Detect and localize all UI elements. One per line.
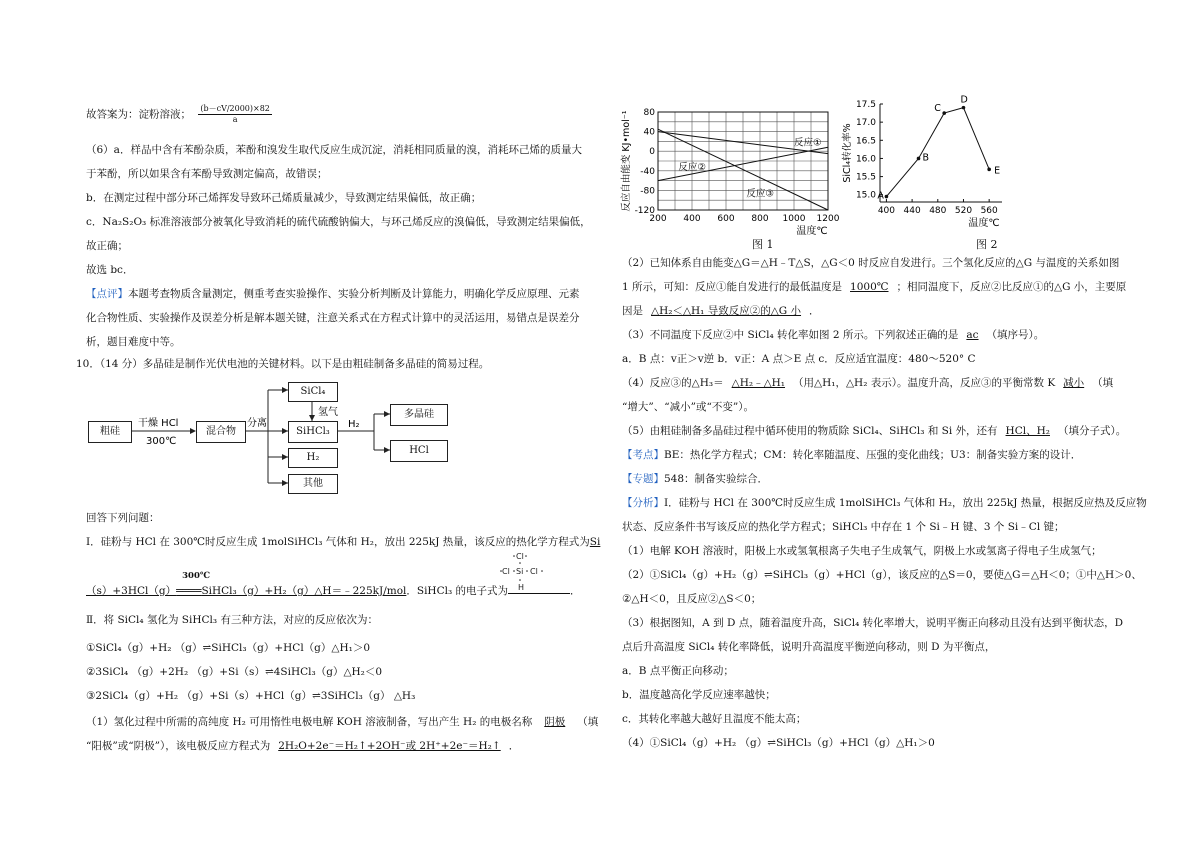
equation-line: （s）+3HCl（g） 300℃ ════SiHCl₃（g）+H₂（g）△H＝﹣225kJ/mol．SiHCl₃ 的电子式为 ． [86,571,581,597]
equation-rhs: SiHCl₃（g）+H₂（g）△H＝﹣225kJ/mol [201,585,407,597]
svg-text:Si: Si [516,567,524,576]
equation-lhs: （s）+3HCl（g） [86,585,177,597]
y-tick-label: -120 [634,206,655,216]
y-tick-label: -80 [640,186,655,197]
fraction-denominator: a [232,115,238,124]
comment-tag: 【点评】 [86,288,128,300]
flow-sep-label: 分离 [247,418,267,429]
y-tick-label: 0 [649,147,655,158]
q4-answer-2: 减小 [1063,377,1085,389]
kaodian-tag: 【考点】 [622,449,664,461]
y-tick-label: 40 [643,127,655,138]
svg-text:H: H [518,583,525,592]
series-label: 反应① [794,137,822,149]
reaction-1: ①SiCl₄（g）+H₂ （g）⇌SiHCl₃（g）+HCl（g）△H₁＞0 [86,642,371,654]
x-tick-label: 520 [954,206,973,216]
y-tick-label: 15.5 [855,172,876,183]
conversion-chart [840,92,1010,242]
point-label: E [994,165,1001,177]
flow-polysilicon: 多晶硅 [390,404,448,426]
fenxi-text: Ⅰ．硅粉与 HCl 在 300℃时反应生成 1molSiHCl₃ 气体和 H₂，放出 225kJ 热量，根据反应热及反应物 [664,497,1147,509]
q1-answer-2: 2H₂O+2e⁻＝H₂↑+2OH⁻或 2H⁺+2e⁻＝H₂↑ [278,740,501,752]
text-line: （2）已知体系自由能变△G＝△H﹣T△S，△G＜0 时反应自发进行。三个氢化反应的△G 与温度的关系如图 [622,257,1120,269]
flow-hcl: HCl [390,440,448,462]
text-line: b．在测定过程中部分环己烯挥发导致环己烯质量减少，导致测定结果偏低，故正确； [86,192,482,204]
reaction-condition: 300℃ [182,571,211,581]
fraction-numerator: (b－cV/2000)×82 [200,104,270,113]
q3-text: （3）不同温度下反应②中 SiCl₄ 转化率如图 2 所示。下列叙述正确的是 [622,329,959,341]
part1-line [86,534,600,549]
text-line: 故正确； [86,240,128,252]
point-label: C [934,103,941,115]
question-title: 10．（14 分）多晶硅是制作光伏电池的关键材料。以下是由粗硅制备多晶硅的简易过程。 [76,358,490,370]
q2-line [622,279,1126,294]
y-axis-label: SiCl₄转化率% [842,123,853,183]
y-tick-label: 16.0 [855,154,876,165]
q3-options: a．B 点：v正＞v逆 b．v正：A 点＞E 点 c．反应适宜温度：480～520° C [622,353,976,365]
fenxi-line [622,495,1147,510]
x-tick-label: 1200 [816,214,840,224]
q5-line [622,423,1126,438]
free-energy-chart [618,100,848,250]
svg-text:Cl: Cl [530,567,538,576]
text-line: （3）根据图知，A 到 D 点，随着温度升高，SiCl₄ 转化率增大，说明平衡正向移动且没有达到平衡状态，D [622,617,1124,629]
x-tick-label: 560 [980,206,998,216]
q2-text: 1 所示，可知：反应①能自发进行的最低温度是 [622,281,843,293]
series-line [886,108,989,197]
q5-answer: HCl、H₂ [1005,425,1050,437]
text-line: （4）①SiCl₄（g）+H₂ （g）⇌SiHCl₃（g）+HCl（g）△H₁＞0 [622,737,935,749]
svg-text:Cl: Cl [502,567,510,576]
q3-answer: ac [966,329,979,341]
flow-sihcl3: SiHCl₃ [288,421,338,443]
flow-cond-temp: 300℃ [146,436,177,447]
text-line: a．B 点平衡正向移动； [622,665,734,677]
q1-line [86,714,598,729]
text-line: 故选 bc． [86,264,134,276]
q4-text-b: （用△H₁，△H₂ 表示）。温度升高，反应③的平衡常数 K [793,377,1056,389]
comment-line [86,286,580,301]
text-line: c．其转化率越大越好且温度不能太高； [622,713,807,725]
q2-line-2: 因是 △H₂＜△H₁ 导致反应②的△G 小 ． [622,305,820,317]
x-tick-label: 480 [929,206,947,216]
text-line: 于苯酚，所以如果含有苯酚导致测定偏高，故错误； [86,168,328,180]
comment-text: 本题考查物质含量测定，侧重考查实验操作、实验分析判断及计算能力，明确化学反应原理、元素 [128,288,580,300]
zhuanti-tag: 【专题】 [622,473,664,485]
data-point [942,111,946,115]
flow-h2-arrow-label: H₂ [348,419,360,430]
q1-answer: 阴极 [544,716,566,728]
part1-answer: Si [589,536,601,548]
y-axis-label: 反应自由能变 KJ•mol⁻¹ [621,110,632,212]
text-line: （2）①SiCl₄（g）+H₂（g）⇌SiHCl₃（g）+HCl（g），该反应的△S＝0，要使△G＝△H＜0；①中△H＞0、 [622,569,1142,581]
x-tick-label: 200 [649,214,667,224]
equation-tail: ．SiHCl₃ 的电子式为 [406,585,509,597]
right-column [600,0,1200,848]
x-tick-label: 440 [903,206,921,216]
y-tick-label: 17.5 [855,100,876,110]
q4-text: （4）反应③的△H₃＝ [622,377,724,389]
y-tick-label: 80 [643,108,655,118]
text-line: b．温度越高化学反应速率越快； [622,689,776,701]
flow-crude-si: 粗硅 [88,421,132,443]
text-line: （6）a．样品中含有苯酚杂质，苯酚和溴发生取代反应生成沉淀，消耗相同质量的溴，消耗环己烯的质量大 [86,144,582,156]
data-point [917,157,921,161]
q3-tail: （填序号）。 [986,329,1045,341]
electron-formula-image [498,550,546,596]
x-axis-label: 温度℃ [968,218,1000,229]
q1-line-2: “阳极”或“阴极”），该电极反应方程式为 2H₂O+2e⁻＝H₂↑+2OH⁻或 2H⁺+2e⁻＝H₂↑ ． [86,740,520,752]
q1-text: （1）氢化过程中所需的高纯度 H₂ 可用惰性电极电解 KOH 溶液制备，写出产生 H₂ 的电极名称 [86,716,533,728]
flow-mixture: 混合物 [196,421,246,443]
x-tick-label: 800 [751,214,769,224]
text-line: 点后升高温度 SiCl₄ 转化率降低，说明升高温度平衡逆向移动，则 D 为平衡点， [622,641,996,653]
text-line: （1）电解 KOH 溶液时，阳极上水或氢氧根离子失电子生成氧气，阴极上水或氢离子得电子生成氢气； [622,545,1102,557]
figure2-label: 图 2 [976,238,998,251]
q2-answer-temp: 1000℃ [850,281,889,293]
data-point [962,106,966,110]
point-label: B [922,152,930,164]
q5-text: （5）由粗硅制备多晶硅过程中循环使用的物质除 SiCl₄、SiHCl₃ 和 Si 外，还有 [622,425,998,437]
text-line: c．Na₂S₂O₃ 标准溶液部分被氧化导致消耗的硫代硫酸钠偏大，与环己烯反应的溴偏低，导致测定结果偏低， [86,216,591,228]
part1-text: Ⅰ．硅粉与 HCl 在 300℃时反应生成 1molSiHCl₃ 气体和 H₂，放出 225kJ 热量，该反应的热化学方程式为 [86,536,590,548]
series-label: 反应② [678,161,706,173]
q4-line [622,375,1113,390]
data-point [885,195,889,199]
y-tick-label: 16.5 [855,136,876,147]
text-line: Ⅱ．将 SiCl₄ 氢化为 SiHCl₃ 有三种方法，对应的反应依次为： [86,614,378,626]
point-label: A [877,190,884,202]
y-tick-label: 17.0 [855,118,876,129]
answer-fraction [198,104,272,125]
text-line: 化合物性质、实验操作及误差分析是解本题关键，注意关系式在方程式计算中的灵活运用，易错点是误差分 [86,312,580,324]
zhuanti-text: 548：制备实验综合． [664,473,769,485]
q5-tail: （填分子式）。 [1057,425,1127,437]
point-label: D [960,94,968,106]
text-line: 回答下列问题： [86,512,160,524]
flow-cond-hcl: 干燥 HCl [138,418,179,429]
x-tick-label: 400 [877,206,896,216]
flow-sicl4: SiCl₄ [288,382,338,402]
q2-answer-reason: △H₂＜△H₁ 导致反应②的△G 小 [651,305,802,317]
zhuanti-line [622,471,768,486]
x-axis-label: 温度℃ [796,226,828,237]
q1-text-2: “阳极”或“阴极”），该电极反应方程式为 [86,740,271,752]
q4-answer: △H₂﹣△H₁ [731,377,786,389]
text-line: 析，题目难度中等。 [86,336,181,348]
reaction-3: ③2SiCl₄（g）+H₂ （g）+Si（s）+HCl（g）⇌3SiHCl₃（g） △H₃ [86,690,416,702]
text-line: “增大”、“减小”或“不变”）。 [622,401,754,413]
reaction-2: ②3SiCl₄ （g）+2H₂ （g）+Si（s）⇌4SiHCl₃（g）△H₂＜0 [86,666,383,678]
flow-hydrogen-label: 氢气 [318,407,338,418]
data-point [987,168,991,172]
q2-text-b: ；相同温度下，反应②比反应①的△G 小，主要原 [896,281,1127,293]
reaction-arrow: 300℃ ════ [176,571,211,597]
flow-other: 其他 [288,474,338,494]
figure1-label: 图 1 [752,238,774,251]
text-line: 状态、反应条件书写该反应的热化学方程式；SiHCl₃ 中存在 1 个 Si﹣H 键、3 个 Si﹣Cl 键； [622,521,1065,533]
flow-h2: H₂ [288,448,338,468]
y-tick-label: 15.0 [855,190,876,201]
x-tick-label: 400 [683,214,701,224]
answer-prefix: 故答案为：淀粉溶液； [86,108,191,121]
svg-text:Cl: Cl [516,552,524,561]
series-label: 反应③ [746,188,774,200]
y-tick-label: -40 [640,166,655,177]
text-line: ②△H＜0，且反应②△S＜0； [622,593,762,605]
x-tick-label: 600 [717,214,735,224]
kaodian-line [622,447,1081,462]
kaodian-text: BE：热化学方程式；CM：转化率随温度、压强的变化曲线；U3：制备实验方案的设计． [664,449,1082,461]
q1-tail: （填 [577,716,599,728]
fenxi-tag: 【分析】 [622,497,664,509]
q4-tail: （填 [1092,377,1114,389]
x-tick-label: 1000 [782,214,806,224]
q3-line [622,327,1044,342]
answer-line [86,104,272,125]
q2-reason-prefix: 因是 [622,305,643,317]
